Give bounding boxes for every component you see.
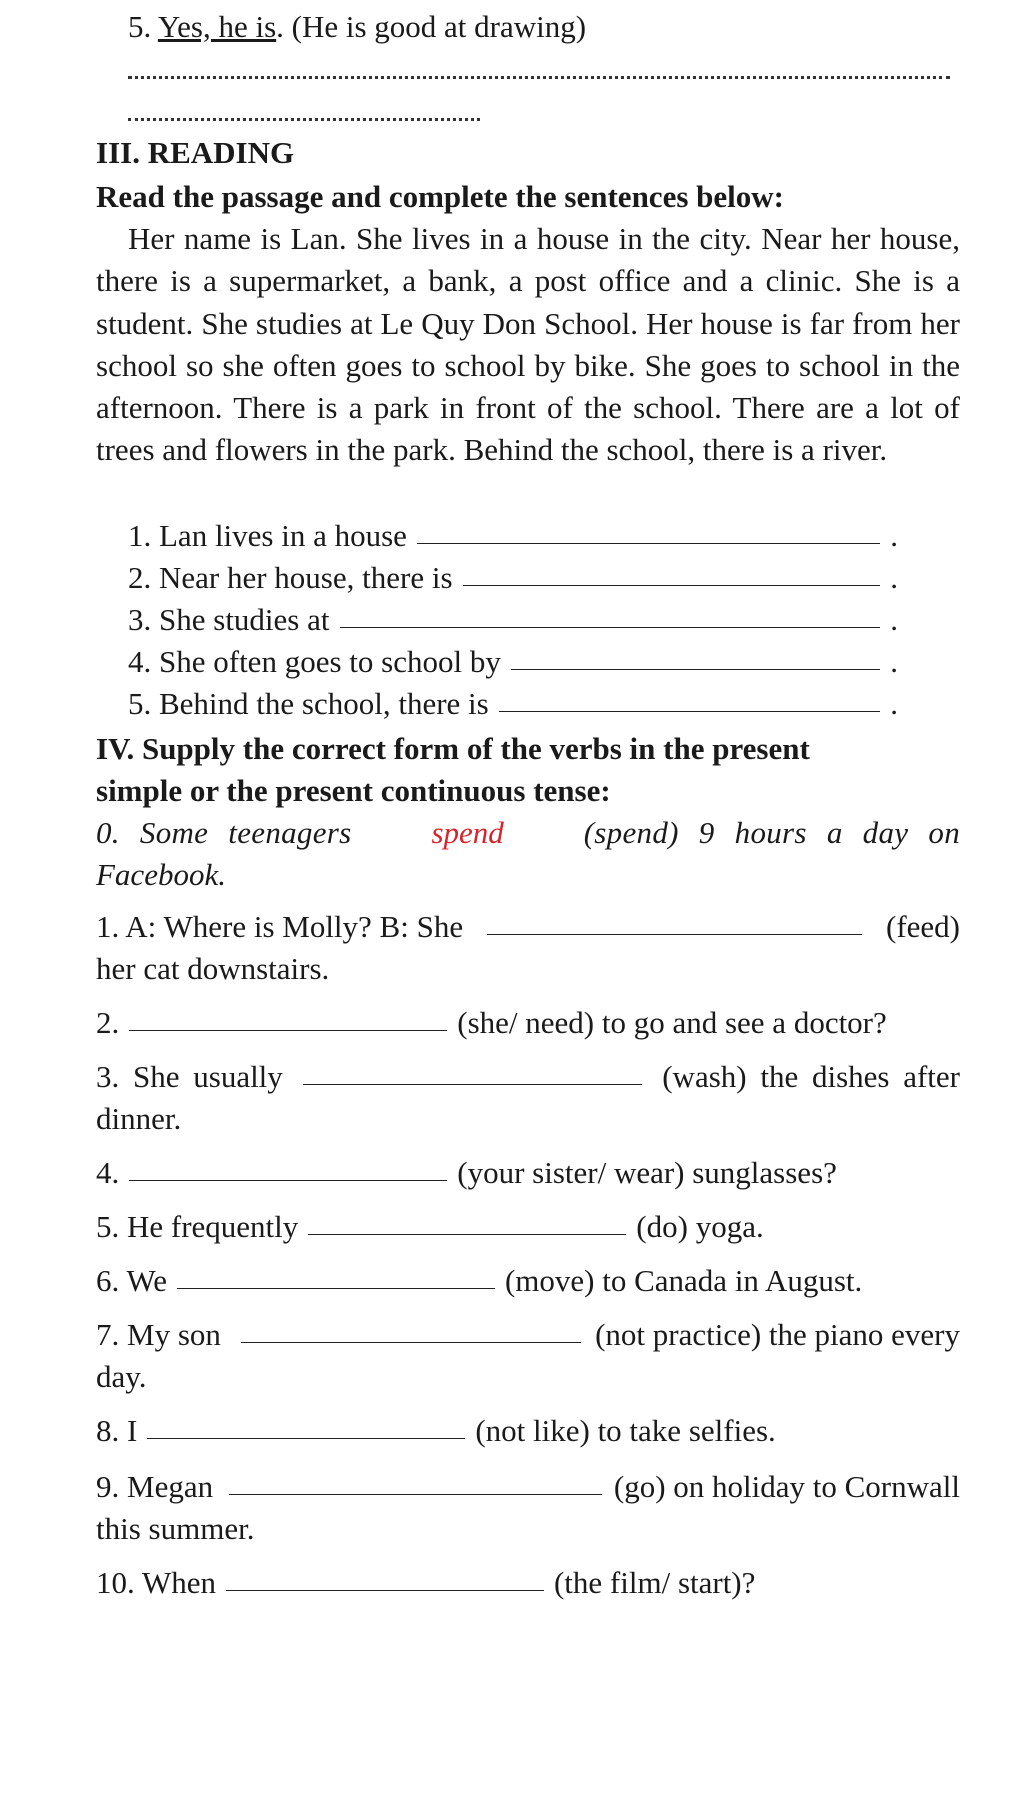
verb-item-10: 10. When (the film/ start)? [96,1562,960,1604]
verb-item-6: 6. We (move) to Canada in August. [96,1260,960,1302]
reading-question-2: 2. Near her house, there is . [128,557,898,599]
verbs-heading-line-2: simple or the present continuous tense: [96,773,611,808]
verb-item-3: 3. She usually (wash) the dishes after dinner. [96,1056,960,1140]
answer-blank[interactable] [129,1152,447,1181]
reading-question-1: 1. Lan lives in a house . [128,515,898,557]
answer-blank[interactable] [147,1410,465,1439]
prev-answer-underlined: Yes, he is [157,9,277,44]
answer-blank[interactable] [417,515,880,544]
verb-item-4: 4. (your sister/ wear) sunglasses? [96,1152,960,1194]
verb-item-1: 1. A: Where is Molly? B: She (feed) her cat downstairs. [96,906,960,990]
reading-question-3: 3. She studies at . [128,599,898,641]
reading-passage: Her name is Lan. She lives in a house in the city. Near her house, there is a supermarket, a bank, a post office and a clinic. She is a student. She studies at Le Quy Don School. Her house is far from her school so she often goes to school by bike. She goes to school in the afternoon. There is a park in front of the school. There are a lot of trees and flowers in the park. Behind the school, there is a river. [96,221,960,468]
answer-blank[interactable] [487,906,862,935]
answer-blank[interactable] [511,641,880,670]
dotted-answer-line-2 [128,118,480,121]
prev-answer-number: 5. [128,9,152,44]
answer-blank[interactable] [129,1002,447,1031]
answer-blank[interactable] [229,1466,602,1495]
reading-question-4: 4. She often goes to school by . [128,641,898,683]
example-suffix: (spend) 9 hours a day on [583,815,960,850]
answer-blank[interactable] [340,599,881,628]
answer-blank[interactable] [226,1562,544,1591]
verb-item-8: 8. I (not like) to take selfies. [96,1410,960,1452]
dotted-answer-line-1 [128,76,950,79]
reading-question-5: 5. Behind the school, there is . [128,683,898,725]
example-line-2: Facebook. [96,857,226,892]
verb-item-9: 9. Megan (go) on holiday to Cornwall this summer. [96,1466,960,1550]
example-item [96,812,960,896]
answer-blank[interactable] [499,683,881,712]
verb-item-2: 2. (she/ need) to go and see a doctor? [96,1002,960,1044]
prev-answer-rest: . (He is good at drawing) [276,9,587,44]
verbs-heading-line-1: IV. Supply the correct form of the verbs in the present [96,731,810,766]
example-prefix: 0. Some teenagers [96,815,352,850]
answer-blank[interactable] [303,1056,642,1085]
answer-blank[interactable] [177,1260,495,1289]
answer-blank[interactable] [241,1314,581,1343]
example-answer: spend [431,815,504,850]
answer-blank[interactable] [308,1206,626,1235]
reading-heading: III. READING [96,135,295,170]
answer-blank[interactable] [463,557,881,586]
prev-answer-line [96,6,992,48]
verb-item-5: 5. He frequently (do) yoga. [96,1206,960,1248]
verb-item-7: 7. My son (not practice) the piano every day. [96,1314,960,1398]
reading-instruction: Read the passage and complete the sentences below: [96,179,784,214]
reading-questions [128,515,898,725]
